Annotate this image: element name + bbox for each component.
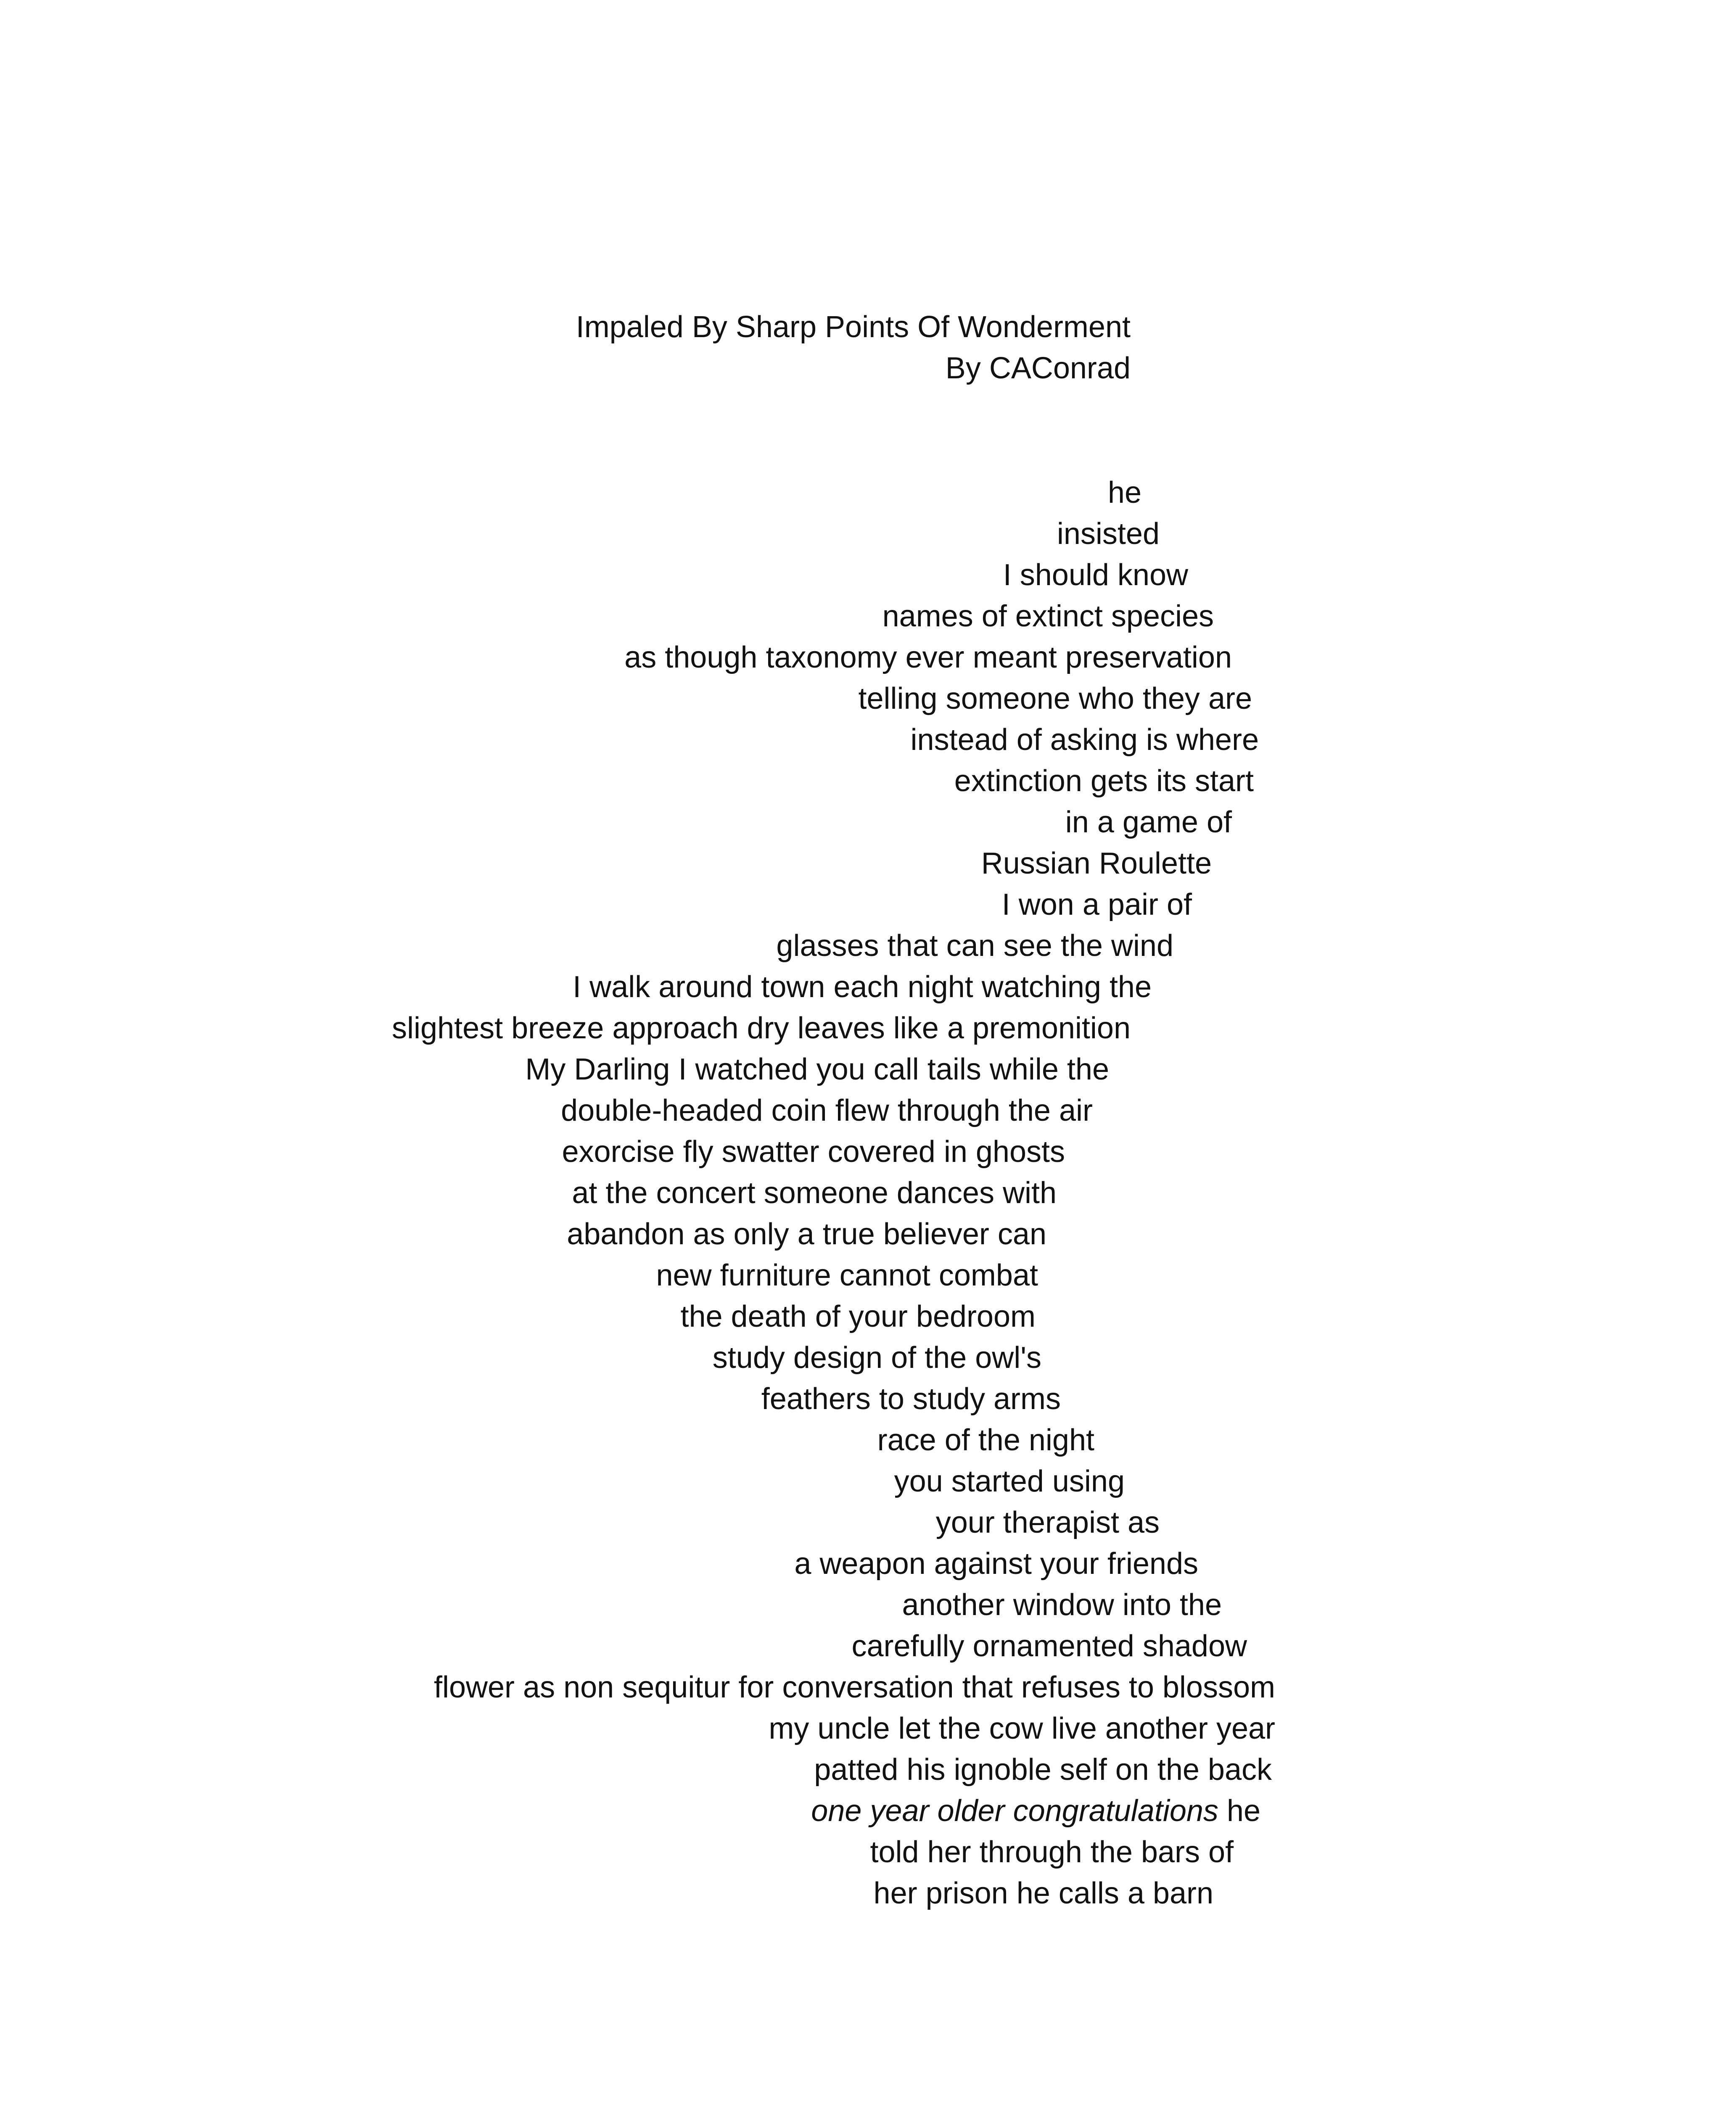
poem-line: new furniture cannot combat [656,1259,1038,1292]
poem-line: you started using [894,1465,1125,1498]
poem-line: her prison he calls a barn [873,1877,1213,1910]
italic-line-rest: he [1218,1794,1260,1828]
poem-byline: By CAConrad [945,351,1131,385]
poem-line: My Darling I watched you call tails while the [525,1053,1109,1086]
poem-line: in a game of [1065,805,1232,839]
poem-line: instead of asking is where [910,723,1259,757]
poem-title: Impaled By Sharp Points Of Wonderment [576,310,1131,344]
poem-line: I won a pair of [1001,888,1192,921]
poem-line: names of extinct species [882,599,1214,633]
poem-line: I walk around town each night watching the [573,970,1152,1004]
poem-line: Russian Roulette [981,847,1212,880]
poem-line: telling someone who they are [858,682,1252,715]
poem-line: a weapon against your friends [794,1547,1198,1581]
poem-line: my uncle let the cow live another year [769,1712,1275,1745]
poem-line: exorcise fly swatter covered in ghosts [562,1135,1065,1169]
poem-line: flower as non sequitur for conversation that refuses to blossom [433,1671,1275,1704]
italic-phrase: one year older congratulations [811,1794,1218,1828]
poem-line: your therapist as [935,1506,1160,1539]
poem-line: I should know [1003,558,1188,592]
poem-line: patted his ignoble self on the back [814,1753,1272,1787]
poem-line: double-headed coin flew through the air [561,1094,1093,1127]
poem-line: slightest breeze approach dry leaves like a premonition [392,1011,1131,1045]
poem-line: told her through the bars of [870,1835,1234,1869]
poem-line: as though taxonomy ever meant preservation [624,641,1232,674]
poem-line: study design of the owl's [712,1341,1041,1375]
poem-line: feathers to study arms [761,1382,1061,1416]
poem-line-italic [811,1796,1260,1826]
poem-line: race of the night [877,1423,1094,1457]
poem-line: extinction gets its start [954,764,1254,798]
poem-line: another window into the [902,1588,1222,1622]
poem-line: insisted [1057,517,1160,551]
poem-line: carefully ornamented shadow [851,1629,1247,1663]
poem-line: the death of your bedroom [680,1300,1036,1333]
poem-line: at the concert someone dances with [572,1176,1057,1210]
poem-line: glasses that can see the wind [776,929,1173,963]
poem-line: he [1107,476,1141,509]
poem-line: abandon as only a true believer can [567,1217,1046,1251]
